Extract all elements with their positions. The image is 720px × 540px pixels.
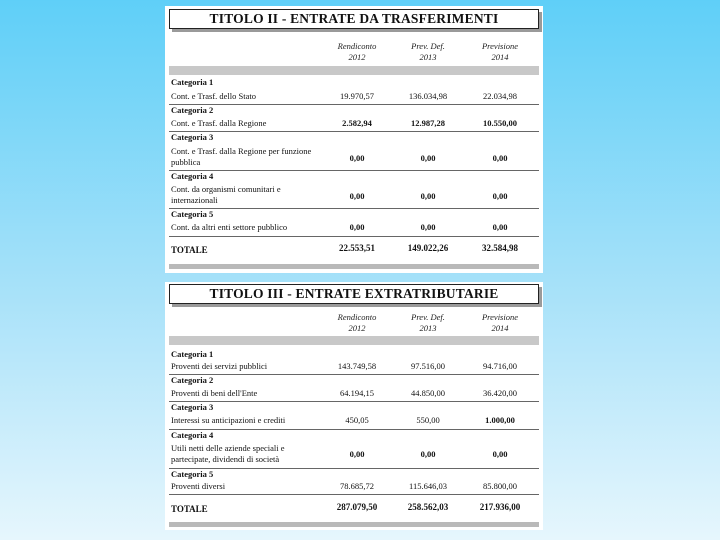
value-2013: 550,00 xyxy=(416,415,440,425)
table-row xyxy=(169,171,539,209)
category-desc: Cont. da altri enti settore pubblico xyxy=(171,222,288,232)
col-head-rendiconto xyxy=(322,312,392,334)
table-row xyxy=(169,375,539,402)
value-2012: 450,05 xyxy=(345,415,369,425)
category-label: Categoria 3 xyxy=(171,402,214,412)
titolo-iii-page xyxy=(165,282,543,530)
col-head-previsione xyxy=(465,312,535,334)
col-head-label: Rendiconto xyxy=(337,312,377,322)
total-2014: 217.936,00 xyxy=(479,502,521,512)
col-head-year: 2012 xyxy=(348,52,366,62)
total-2012: 22.553,51 xyxy=(339,243,375,253)
category-label: Categoria 2 xyxy=(171,105,214,115)
category-desc: Cont. e Trasf. dalla Regione per funzione pubblica xyxy=(171,146,312,167)
category-desc: Cont. da organismi comunitari e internazionali xyxy=(171,184,281,205)
total-2013: 258.562,03 xyxy=(407,502,449,512)
value-2014: 0,00 xyxy=(492,222,508,232)
col-head-year: 2014 xyxy=(491,323,509,333)
col-head-previsione xyxy=(465,41,535,63)
category-desc: Proventi di beni dell'Ente xyxy=(171,388,258,398)
titolo-ii-page xyxy=(165,6,543,273)
value-2014: 0,00 xyxy=(492,191,508,201)
table-row xyxy=(169,349,539,375)
category-label: Categoria 4 xyxy=(171,171,214,181)
value-2013: 0,00 xyxy=(420,153,436,163)
value-2012: 19.970,57 xyxy=(340,91,374,101)
value-2014: 10.550,00 xyxy=(483,118,517,128)
value-2012: 2.582,94 xyxy=(342,118,372,128)
category-label: Categoria 4 xyxy=(171,430,214,440)
value-2014: 85.800,00 xyxy=(483,481,517,491)
table-row xyxy=(169,77,539,105)
value-2012: 0,00 xyxy=(349,222,365,232)
col-head-prev-def xyxy=(393,312,463,334)
col-head-year: 2013 xyxy=(419,52,437,62)
total-row xyxy=(169,243,539,257)
category-label: Categoria 2 xyxy=(171,375,214,385)
category-label: Categoria 5 xyxy=(171,209,214,219)
col-head-label: Previsione xyxy=(481,312,519,322)
table-row xyxy=(169,209,539,237)
total-2012: 287.079,50 xyxy=(336,502,378,512)
col-head-prev-def xyxy=(393,41,463,63)
table-row xyxy=(169,105,539,132)
value-2013: 136.034,98 xyxy=(408,91,448,101)
value-2012: 64.194,15 xyxy=(340,388,374,398)
footer-band xyxy=(169,522,539,527)
value-2013: 0,00 xyxy=(420,191,436,201)
value-2012: 0,00 xyxy=(349,153,365,163)
table-row xyxy=(169,469,539,495)
col-head-year: 2013 xyxy=(419,323,437,333)
value-2014: 1.000,00 xyxy=(485,415,515,425)
titolo-iii-title: TITOLO III - ENTRATE EXTRATRIBUTARIE xyxy=(169,284,539,304)
value-2013: 0,00 xyxy=(420,222,436,232)
value-2013: 115.646,03 xyxy=(409,481,447,491)
value-2013: 97.516,00 xyxy=(411,361,445,371)
header-band xyxy=(169,66,539,75)
category-desc: Proventi dei servizi pubblici xyxy=(171,361,268,371)
category-label: Categoria 5 xyxy=(171,469,214,479)
value-2014: 0,00 xyxy=(492,449,508,459)
col-head-label: Prev. Def. xyxy=(411,41,445,51)
col-head-year: 2012 xyxy=(348,323,366,333)
category-desc: Interessi su anticipazioni e crediti xyxy=(171,415,286,425)
col-head-label: Prev. Def. xyxy=(411,312,445,322)
table-row xyxy=(169,402,539,430)
value-2014: 94.716,00 xyxy=(483,361,517,371)
value-2012: 143.749,58 xyxy=(337,361,377,371)
col-head-rendiconto xyxy=(322,41,392,63)
total-2013: 149.022,26 xyxy=(407,243,449,253)
category-label: Categoria 3 xyxy=(171,132,214,142)
table-row xyxy=(169,430,539,469)
category-desc: Utili netti delle aziende speciali e partecipate, dividendi di società xyxy=(171,443,285,464)
col-head-year: 2014 xyxy=(491,52,509,62)
category-label: Categoria 1 xyxy=(171,349,214,359)
value-2012: 78.685,72 xyxy=(340,481,374,491)
footer-band xyxy=(169,264,539,269)
total-label: TOTALE xyxy=(171,504,208,514)
total-2014: 32.584,98 xyxy=(482,243,518,253)
value-2014: 36.420,00 xyxy=(483,388,517,398)
titolo-ii-title: TITOLO II - ENTRATE DA TRASFERIMENTI xyxy=(169,9,539,29)
col-head-label: Rendiconto xyxy=(337,41,377,51)
table-row xyxy=(169,132,539,171)
category-desc: Proventi diversi xyxy=(171,481,226,491)
category-label: Categoria 1 xyxy=(171,77,214,87)
category-desc: Cont. e Trasf. dalla Regione xyxy=(171,118,267,128)
total-label: TOTALE xyxy=(171,245,208,255)
total-row xyxy=(169,502,539,516)
category-desc: Cont. e Trasf. dello Stato xyxy=(171,91,257,101)
value-2013: 44.850,00 xyxy=(411,388,445,398)
col-head-label: Previsione xyxy=(481,41,519,51)
value-2013: 12.987,28 xyxy=(411,118,445,128)
value-2013: 0,00 xyxy=(420,449,436,459)
value-2014: 0,00 xyxy=(492,153,508,163)
header-band xyxy=(169,336,539,345)
value-2014: 22.034,98 xyxy=(483,91,517,101)
value-2012: 0,00 xyxy=(349,191,365,201)
value-2012: 0,00 xyxy=(349,449,365,459)
